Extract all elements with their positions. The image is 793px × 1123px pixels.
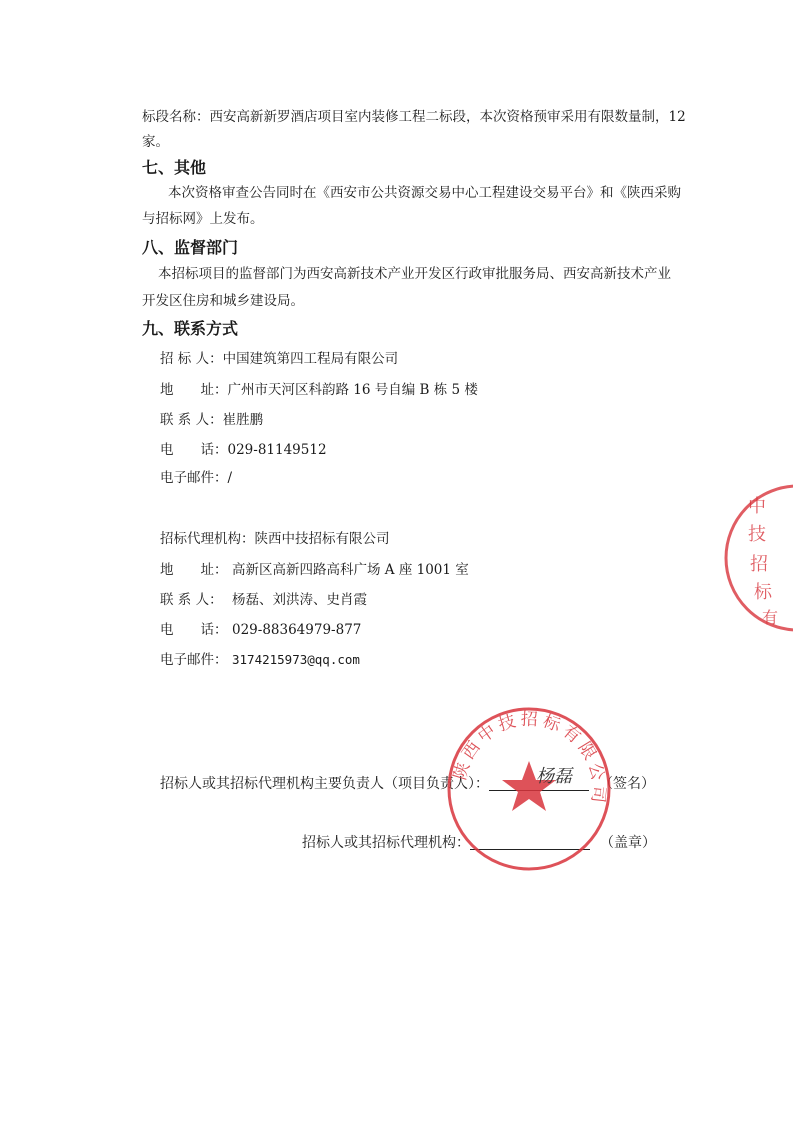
signature-suffix-1: （签名） — [599, 776, 655, 792]
agency-name-value: 陕西中技招标有限公司 — [254, 531, 390, 547]
agency-name-label: 招标代理机构： — [160, 531, 255, 547]
agency-name-row — [160, 533, 390, 547]
agency-phone-label: 电 话： — [160, 622, 228, 638]
agency-address-row — [160, 564, 469, 578]
handwritten-signature: 杨磊 — [536, 766, 572, 787]
agency-address-value: 高新区高新四路高科广场 A 座 1001 室 — [232, 562, 469, 578]
agency-address-label: 地 址： — [160, 562, 228, 578]
svg-text:技: 技 — [748, 524, 766, 545]
tenderer-name-value: 中国建筑第四工程局有限公司 — [222, 351, 399, 367]
section-7-line-2: 与招标网》上发布。 — [142, 211, 264, 227]
agency-phone-value: 029-88364979-877 — [232, 622, 362, 638]
svg-text:标: 标 — [754, 582, 772, 603]
tenderer-phone-label: 电 话： — [160, 442, 228, 458]
svg-text:招: 招 — [750, 554, 768, 575]
agency-email-label: 电子邮件： — [160, 652, 228, 668]
tenderer-email-row — [160, 472, 232, 486]
tenderer-name-row — [160, 353, 398, 367]
tenderer-address-value: 广州市天河区科韵路 16 号自编 B 栋 5 楼 — [227, 382, 478, 398]
tenderer-address-row — [160, 384, 478, 398]
tenderer-name-label: 招 标 人： — [160, 351, 223, 367]
section-8-line-2: 开发区住房和城乡建设局。 — [142, 293, 304, 309]
edge-seal — [718, 478, 793, 638]
agency-contact-row — [160, 594, 367, 608]
section-8-line-1: 本招标项目的监督部门为西安高新技术产业开发区行政审批服务局、西安高新技术产业 — [158, 266, 671, 282]
signature-suffix-2: （盖章） — [600, 835, 656, 851]
svg-text:中: 中 — [748, 496, 766, 517]
tenderer-contact-label: 联 系 人： — [160, 412, 223, 428]
tenderer-phone-row — [160, 444, 327, 458]
company-seal — [444, 704, 614, 874]
agency-phone-row — [160, 624, 361, 638]
agency-email-row — [160, 654, 360, 668]
agency-contact-label: 联 系 人： — [160, 592, 223, 608]
agency-email-value: 3174215973@qq.com — [232, 652, 360, 667]
section-9-heading: 九、联系方式 — [142, 319, 239, 338]
tenderer-email-value: / — [227, 470, 233, 486]
signature-label-2: 招标人或其招标代理机构： — [302, 835, 470, 851]
project-section-line-2: 家。 — [142, 134, 169, 150]
tenderer-address-label: 地 址： — [160, 382, 228, 398]
section-7-heading: 七、其他 — [142, 158, 207, 177]
svg-text:有: 有 — [762, 608, 779, 627]
section-8-heading: 八、监督部门 — [142, 238, 239, 257]
project-section-line-1: 标段名称：西安高新新罗酒店项目室内装修工程二标段，本次资格预审采用有限数量制，12 — [142, 109, 686, 125]
signature-label-1: 招标人或其招标代理机构主要负责人（项目负责人）： — [160, 776, 489, 792]
tenderer-contact-row — [160, 414, 263, 428]
tenderer-phone-value: 029-81149512 — [227, 442, 327, 458]
agency-contact-value: 杨磊、刘洪涛、史肖霞 — [232, 592, 367, 608]
tenderer-contact-value: 崔胜鹏 — [222, 412, 264, 428]
section-7-line-1: 本次资格审查公告同时在《西安市公共资源交易中心工程建设交易平台》和《陕西采购 — [168, 185, 681, 201]
tenderer-email-label: 电子邮件： — [160, 470, 228, 486]
svg-text:陕西中技招标有限公司: 陕西中技招标有限公司 — [450, 709, 609, 808]
